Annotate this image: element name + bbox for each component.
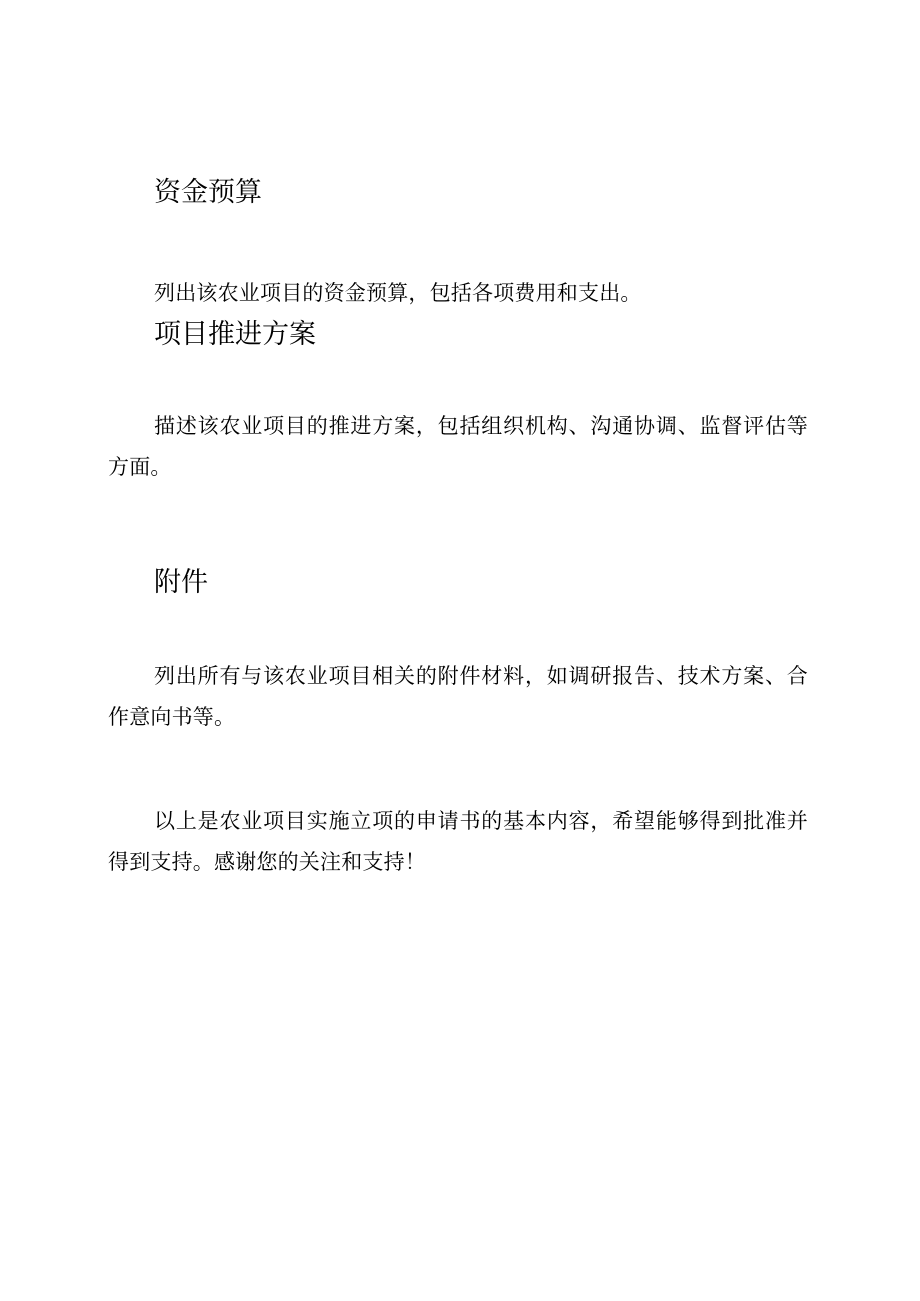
section-heading-plan: 项目推进方案 — [154, 319, 316, 350]
section-heading-attachments: 附件 — [154, 567, 208, 598]
section-body-plan: 描述该农业项目的推进方案，包括组织机构、沟通协调、监督评估等方面。 — [108, 414, 808, 479]
closing-paragraph: 以上是农业项目实施立项的申请书的基本内容，希望能够得到批准并得到支持。感谢您的关注和支持！ — [108, 809, 808, 874]
section-body-budget: 列出该农业项目的资金预算，包括各项费用和支出。 — [154, 281, 642, 305]
section-heading-budget: 资金预算 — [154, 177, 262, 208]
section-body-attachments: 列出所有与该农业项目相关的附件材料，如调研报告、技术方案、合作意向书等。 — [108, 664, 808, 729]
